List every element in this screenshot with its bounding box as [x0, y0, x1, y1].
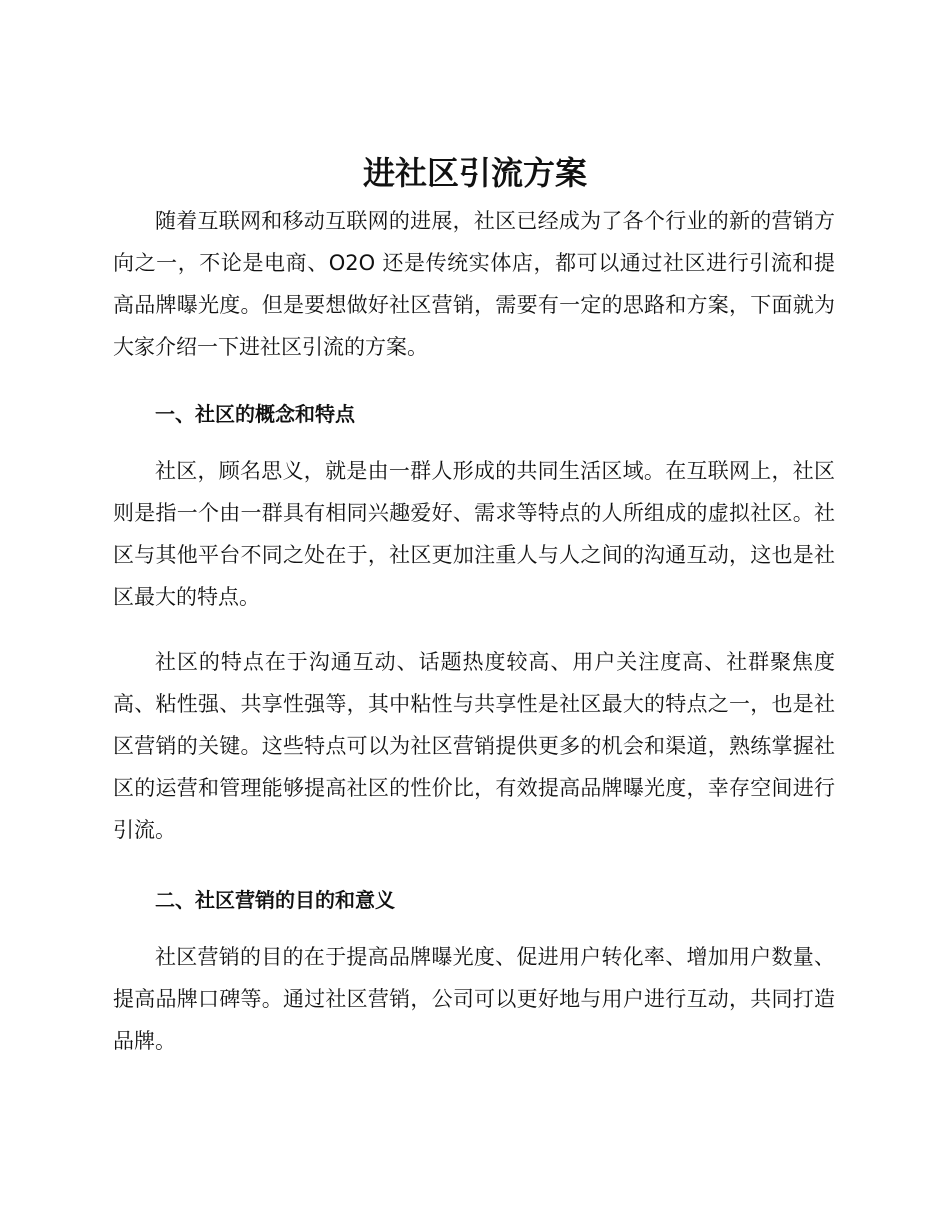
paragraph-community-features: 社区的特点在于沟通互动、话题热度较高、用户关注度高、社群聚焦度高、粘性强、共享性强等，其中粘性与共享性是社区最大的特点之一，也是社区营销的关键。这些特点可以为社区营销提供更多的机会和渠道，熟练掌握社区的运营和管理能够提高社区的性价比，有效提高品牌曝光度，幸存空间进行引流。 [113, 650, 835, 842]
section-heading-purpose: 二、社区营销的目的和意义 [155, 888, 395, 912]
intro-paragraph: 随着互联网和移动互联网的进展，社区已经成为了各个行业的新的营销方向之一，不论是电商、O2O 还是传统实体店，都可以通过社区进行引流和提高品牌曝光度。但是要想做好社区营销，需要有一定的思路和方案，下面就为大家介绍一下进社区引流的方案。 [113, 209, 835, 359]
paragraph-marketing-purpose: 社区营销的目的在于提高品牌曝光度、促进用户转化率、增加用户数量、提高品牌口碑等。通过社区营销，公司可以更好地与用户进行互动，共同打造品牌。 [113, 945, 835, 1053]
section-heading-concept: 一、社区的概念和特点 [155, 402, 355, 426]
document-title: 进社区引流方案 [362, 154, 587, 192]
paragraph-community-definition: 社区，顾名思义，就是由一群人形成的共同生活区域。在互联网上，社区则是指一个由一群具有相同兴趣爱好、需求等特点的人所组成的虚拟社区。社区与其他平台不同之处在于，社区更加注重人与人之间的沟通互动，这也是社区最大的特点。 [113, 459, 835, 609]
